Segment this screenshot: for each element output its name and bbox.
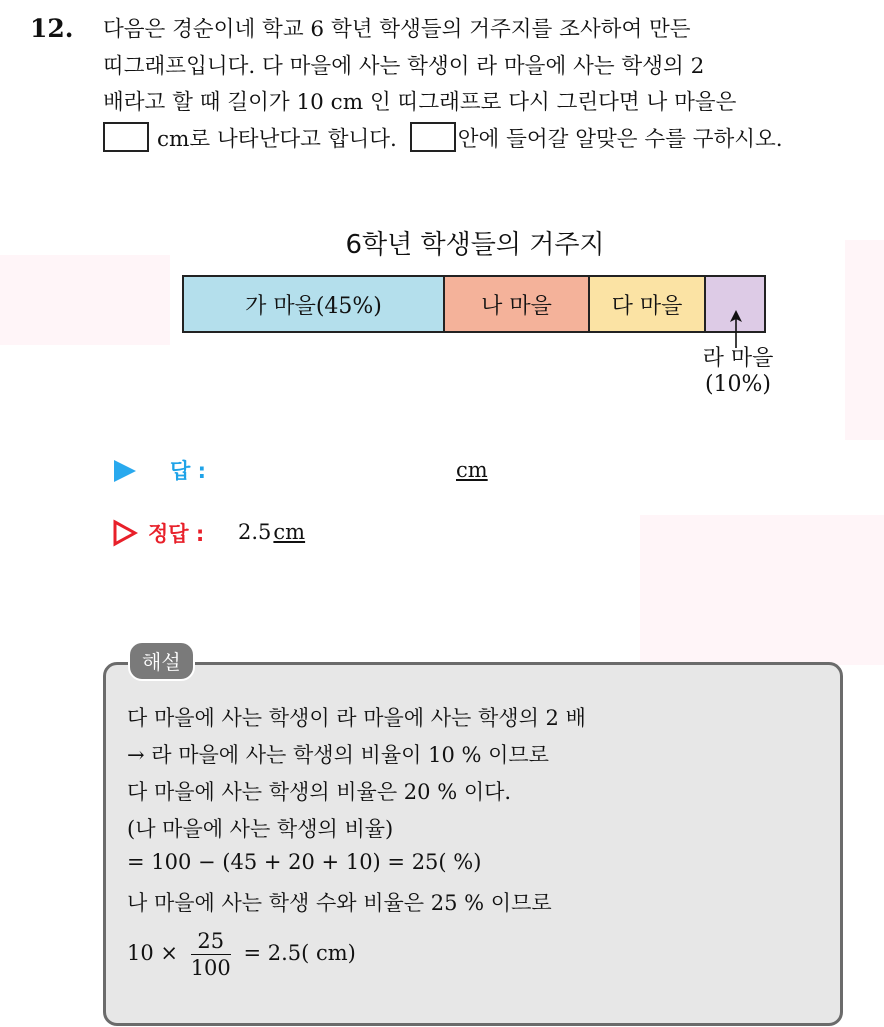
question-line-part: cm로 나타난다고 합니다.: [157, 126, 397, 152]
question-line: 다음은 경순이네 학교 6 학년 학생들의 거주지를 조사하여 만든: [103, 17, 691, 42]
explanation-line: = 100 − (45 + 20 + 10) = 25( %): [127, 850, 482, 874]
band-segment-label: 가 마을(45%): [245, 293, 382, 319]
background-patch: [845, 240, 884, 440]
fraction-denominator: 100: [190, 956, 231, 980]
answer-blank-box: [410, 122, 456, 152]
correct-answer-unit: cm: [273, 520, 306, 544]
correct-answer-value: 2.5: [238, 520, 272, 544]
question-line: 띠그래프입니다. 다 마을에 사는 학생이 라 마을에 사는 학생의 2: [103, 53, 705, 79]
formula-left: 10 ×: [127, 941, 178, 965]
fraction: [191, 928, 231, 981]
question-line-part: 안에 들어갈 알맞은 수를 구하시오.: [457, 126, 783, 152]
chart-title: 6학년 학생들의 거주지: [345, 230, 605, 260]
background-patch: [640, 515, 884, 665]
band-segment-label: 나 마을: [481, 293, 552, 319]
answer-blank-box: [103, 122, 149, 152]
question-number: 12.: [30, 14, 74, 43]
band-segment: [590, 277, 706, 331]
play-triangle-icon: [112, 458, 138, 484]
callout-name: 라 마을: [702, 346, 774, 371]
band-segment: [445, 277, 590, 331]
band-graph: [182, 275, 766, 333]
answer-label: 답 :: [170, 459, 206, 483]
fraction-numerator: 25: [191, 928, 231, 955]
arrow-up-icon: [726, 306, 746, 348]
question-line: [103, 122, 863, 159]
outline-triangle-icon: [112, 519, 138, 547]
callout-value: (10%): [704, 372, 772, 397]
explanation-line: → 라 마을에 사는 학생의 비율이 10 % 이므로: [127, 743, 549, 767]
explanation-formula: [127, 928, 356, 981]
band-segment: [184, 277, 445, 331]
background-patch: [0, 255, 170, 345]
callout-label: [690, 346, 786, 398]
question-line: 배라고 할 때 길이가 10 cm 인 띠그래프로 다시 그린다면 나 마을은: [103, 90, 737, 115]
band-segment-label: 다 마을: [611, 293, 683, 319]
question-text: [103, 12, 863, 158]
explanation-line: 나 마을에 사는 학생 수와 비율은 25 % 이므로: [127, 891, 552, 915]
answer-unit: cm: [456, 458, 488, 482]
correct-answer: [238, 520, 305, 544]
explanation-line: 다 마을에 사는 학생의 비율은 20 % 이다.: [127, 780, 512, 804]
formula-right: = 2.5( cm): [243, 941, 356, 965]
explanation-line: (나 마을에 사는 학생의 비율): [127, 817, 394, 841]
correct-answer-label: 정답 :: [148, 522, 205, 546]
explanation-tag: 해설: [128, 641, 195, 681]
explanation-line: 다 마을에 사는 학생이 라 마을에 사는 학생의 2 배: [127, 706, 586, 730]
